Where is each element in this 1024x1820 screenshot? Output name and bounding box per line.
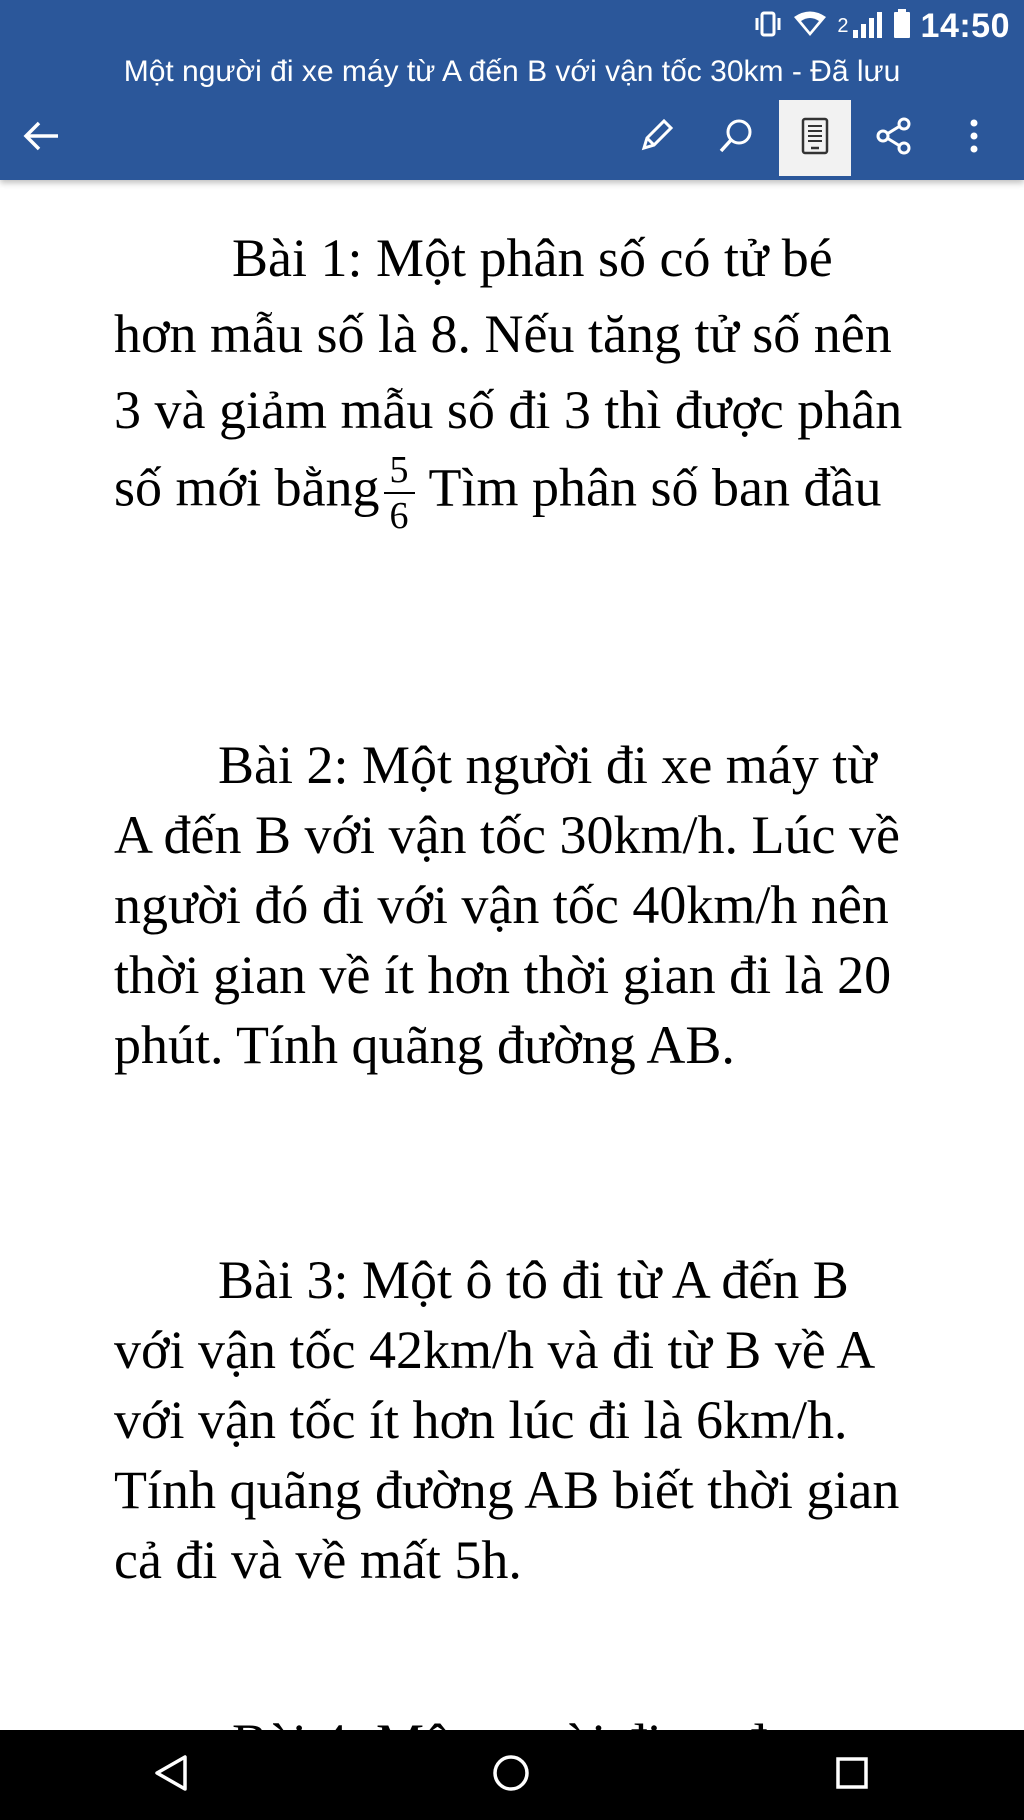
back-arrow-icon: [22, 119, 62, 158]
status-time: 14:50: [920, 6, 1010, 45]
bai-1-text-end: Tìm phân số ban đầu: [428, 457, 882, 518]
document-title: Một người đi xe máy từ A đến B với vận tốc 30km - Đã lưu: [123, 55, 901, 88]
bai-1-text: Bài 1: Một phân số có tử bé hơn mẫu số là 8. Nếu tăng tử số nên 3 và giảm mẫu số đi 3 thì được phân số mới bằng: [114, 228, 903, 518]
fraction-numerator: 5: [384, 448, 415, 494]
navigation-bar: [0, 1730, 1024, 1820]
app-bar: [0, 0, 1024, 180]
signal-icon: [851, 10, 883, 43]
paragraph-bai-2: Bài 2: Một người đi xe máy từ A đến B với vận tốc 30km/h. Lúc về người đó đi với vận tốc 40km/h nên thời gian về ít hơn thời gian đi là 20 phút. Tính quãng đường AB.: [114, 735, 900, 1075]
reading-mode-icon: [800, 116, 830, 161]
search-icon: [716, 116, 756, 161]
paragraph-bai-3: Bài 3: Một ô tô đi từ A đến B với vận tốc 42km/h và đi từ B về A với vận tốc ít hơn lúc đi là 6km/h. Tính quãng đường AB biết thời gian cả đi và về mất 5h.: [114, 1250, 900, 1590]
nav-recents-button[interactable]: [792, 1730, 912, 1820]
fraction: [384, 448, 415, 538]
toolbar: [0, 100, 1024, 176]
search-button[interactable]: [700, 100, 772, 176]
edit-button[interactable]: [620, 100, 692, 176]
share-button[interactable]: [858, 100, 930, 176]
recents-square-icon: [834, 1755, 870, 1796]
sim-slot-label: 2: [837, 14, 849, 37]
reading-mode-button[interactable]: [779, 100, 851, 176]
battery-icon: [893, 9, 911, 44]
vibrate-icon: [753, 10, 783, 43]
home-circle-icon: [491, 1753, 531, 1798]
pencil-icon: [636, 116, 676, 161]
wifi-icon: [793, 10, 827, 43]
share-icon: [874, 116, 914, 161]
paragraph-bai-1: [114, 220, 914, 538]
nav-back-button[interactable]: [111, 1730, 231, 1820]
back-button[interactable]: [6, 100, 78, 176]
status-bar: [753, 6, 1010, 46]
nav-home-button[interactable]: [451, 1730, 571, 1820]
more-options-button[interactable]: [938, 100, 1010, 176]
document-view[interactable]: [0, 180, 1024, 1730]
more-vert-icon: [968, 116, 980, 161]
fraction-denominator: 6: [389, 495, 409, 537]
back-triangle-icon: [153, 1753, 189, 1798]
